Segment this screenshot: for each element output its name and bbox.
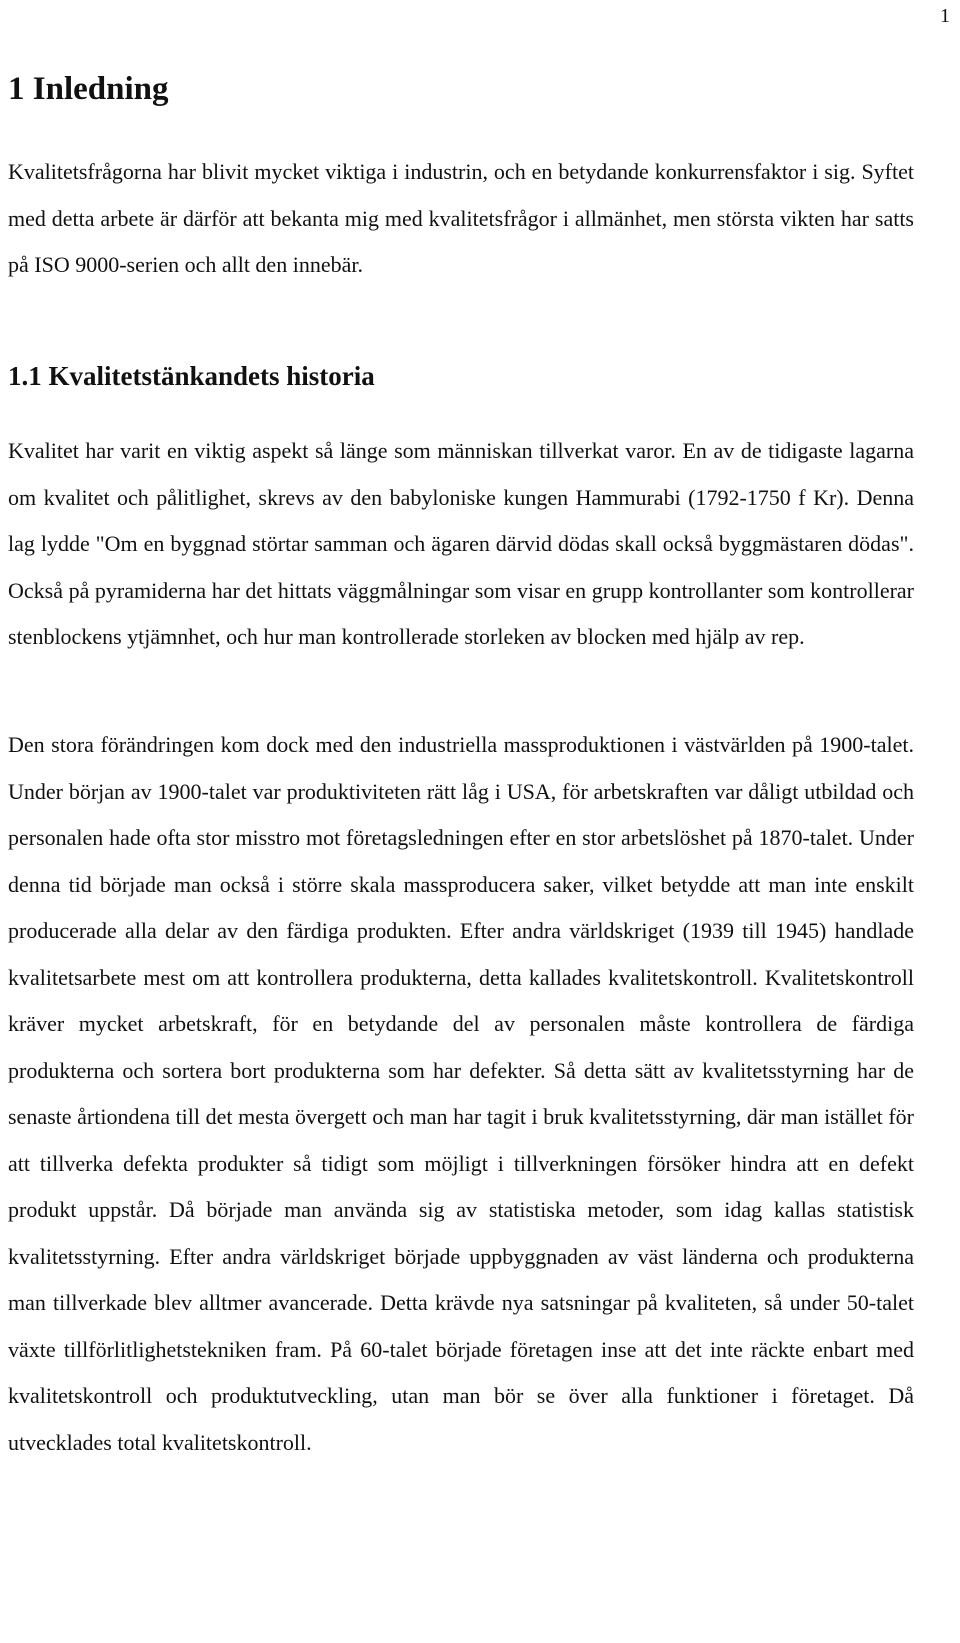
page-number: 1 [940, 5, 950, 27]
history-paragraph-1: Kvalitet har varit en viktig aspekt så länge som människan tillverkat varor. En av de tidigaste lagarna om kvalitet och pålitlighet, skrevs av den babyloniske kungen Hammurabi (1792-1750 f Kr). Denna lag lydde "Om en byggnad störtar samman och ägaren därvid dödas skall också byggmästaren dödas". Också på pyramiderna har det hittats väggmålningar som visar en grupp kontrollanter som kontrollerar stenblockens ytjämnhet, och hur man kontrollerade storleken av blocken med hjälp av rep. [8, 438, 914, 649]
history-paragraph-2: Den stora förändringen kom dock med den industriella massproduktionen i västvärlden på 1900-talet. Under början av 1900-talet var produktiviteten rätt låg i USA, för arbetskraften var dåligt utbildad och personalen hade ofta stor misstro mot företagsledningen efter en stor arbetslöshet på 1870-talet. Under denna tid började man också i större skala massproducera saker, vilket betydde att man inte enskilt producerade alla delar av den färdiga produkten. Efter andra världskriget (1939 till 1945) handlade kvalitetsarbete mest om att kontrollera produkterna, detta kallades kvalitetskontroll. Kvalitetskontroll kräver mycket arbetskraft, för en betydande del av personalen måste kontrollera de färdiga produkterna och sortera bort produkterna som har defekter. Så detta sätt av kvalitetsstyrning har de senaste årtiondena till det mesta övergett och man har tagit i bruk kvalitetsstyrning, där man istället för att tillverka defekta produkter så tidigt som möjligt i tillverkningen försöker hindra att en defekt produkt uppstår. Då började man använda sig av statistiska metoder, som idag kallas statistisk kvalitetsstyrning. Efter andra världskriget började uppbyggnaden av väst länderna och produkterna man tillverkade blev alltmer avancerade. Detta krävde nya satsningar på kvaliteten, så under 50-talet växte tillförlitlighetstekniken fram. På 60-talet började företagen inse att det inte räckte enbart med kvalitetskontroll och produktutveckling, utan man bör se över alla funktioner i företaget. Då utvecklades total kvalitetskontroll. [8, 732, 914, 1455]
chapter-heading: 1 Inledning [8, 71, 169, 107]
intro-paragraph: Kvalitetsfrågorna har blivit mycket viktiga i industrin, och en betydande konkurrensfaktor i sig. Syftet med detta arbete är därför att bekanta mig med kvalitetsfrågor i allmänhet, men största vikten har satts på ISO 9000-serien och allt den innebär. [8, 159, 914, 277]
section-heading: 1.1 Kvalitetstänkandets historia [8, 361, 375, 391]
